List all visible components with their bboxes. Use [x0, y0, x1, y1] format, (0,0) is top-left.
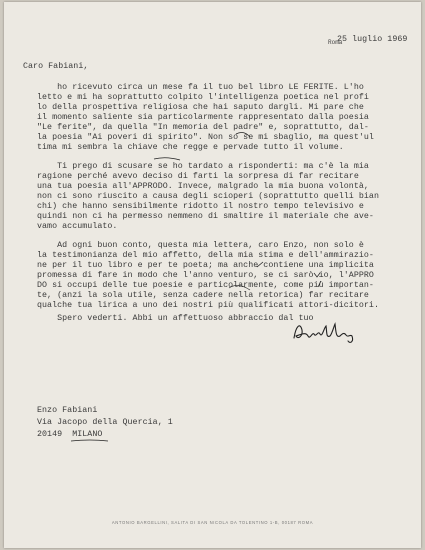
body-line: Ad ogni buon conto, questa mia lettera, caro Enzo, non solo è — [37, 241, 364, 250]
body-line: non ci sono riuscito a causa degli scioperi (soprattutto quelli bian — [37, 192, 379, 201]
body-line: una tua poesia all'APPRODO. Invece, malgrado la mia buona volontà, — [37, 182, 369, 191]
body-line: DO si occupi delle tue poesie e particolarmente, come più importan- — [37, 281, 374, 290]
letter-date: 25 luglio 1969 — [337, 35, 408, 44]
body-line: la poesia "Ai poveri di spirito". Non so se mi sbaglio, ma quest'ul — [37, 133, 374, 142]
letterhead-footer: ANTONIO BARGELLINI, SALITA DI SAN NICOLA DA TOLENTINO 1-B, 00187 ROMA — [111, 520, 314, 525]
body-line: quindi non ci ha permesso nemmeno di smaltire il materiale che ave- — [37, 212, 374, 221]
recipient-city: 20149 MILANO — [37, 430, 103, 439]
recipient-street: Via Jacopo della Quercia, 1 — [37, 418, 173, 427]
body-line: promessa di fare in modo che l'anno venturo, se ci sarò io, l'APPRO — [37, 271, 374, 280]
body-line: "Le ferite", da quella "In memoria del padre" e, soprattutto, dal- — [37, 123, 369, 132]
body-line: Ti prego di scusare se ho tardato a risponderti: ma c'è la mia — [37, 162, 369, 171]
closing-line: Spero vederti. Abbi un affettuoso abbraccio dal tuo — [37, 314, 314, 323]
body-line: il momento saliente sia particolarmente rappresentato dalla poesia — [37, 113, 369, 122]
body-line: te, (anzi la sola utile, senza cadere nella retorica) far recitare — [37, 291, 369, 300]
body-line: ho ricevuto circa un mese fa il tuo bel libro LE FERITE. L'ho — [37, 83, 364, 92]
body-line: ne per il tuo libro e per te poeta; ma anche contiene una implicita — [37, 261, 374, 270]
handwritten-signature — [290, 316, 380, 346]
recipient-name: Enzo Fabiani — [37, 406, 98, 415]
body-line: tima mi sembra la chiave che regge e pervade tutto il volume. — [37, 143, 344, 152]
body-line: lo della prospettiva religiosa che hai saputo dargli. Mi pare che — [37, 103, 364, 112]
body-line: vamo accumulato. — [37, 222, 118, 231]
body-line: letto e mi ha soprattutto colpito l'intelligenza poetica nel profi — [37, 93, 369, 102]
date-place: Roma — [328, 39, 343, 46]
body-line: qualche tua lirica a uno dei nostri più qualificati attori-dicitori. — [37, 301, 379, 310]
letter-sheet — [4, 2, 421, 548]
body-line: la testimonianza del mio affetto, della mia stima e dell'ammirazio- — [37, 251, 374, 260]
pen-corrections — [4, 2, 421, 548]
salutation: Caro Fabiani, — [23, 62, 89, 71]
body-line: ragione perché avevo deciso di farti la sorpresa di far recitare — [37, 172, 359, 181]
body-line: chi) che hanno sensibilmente ridotto il nostro tempo televisivo e — [37, 202, 364, 211]
city-underline — [70, 439, 110, 443]
